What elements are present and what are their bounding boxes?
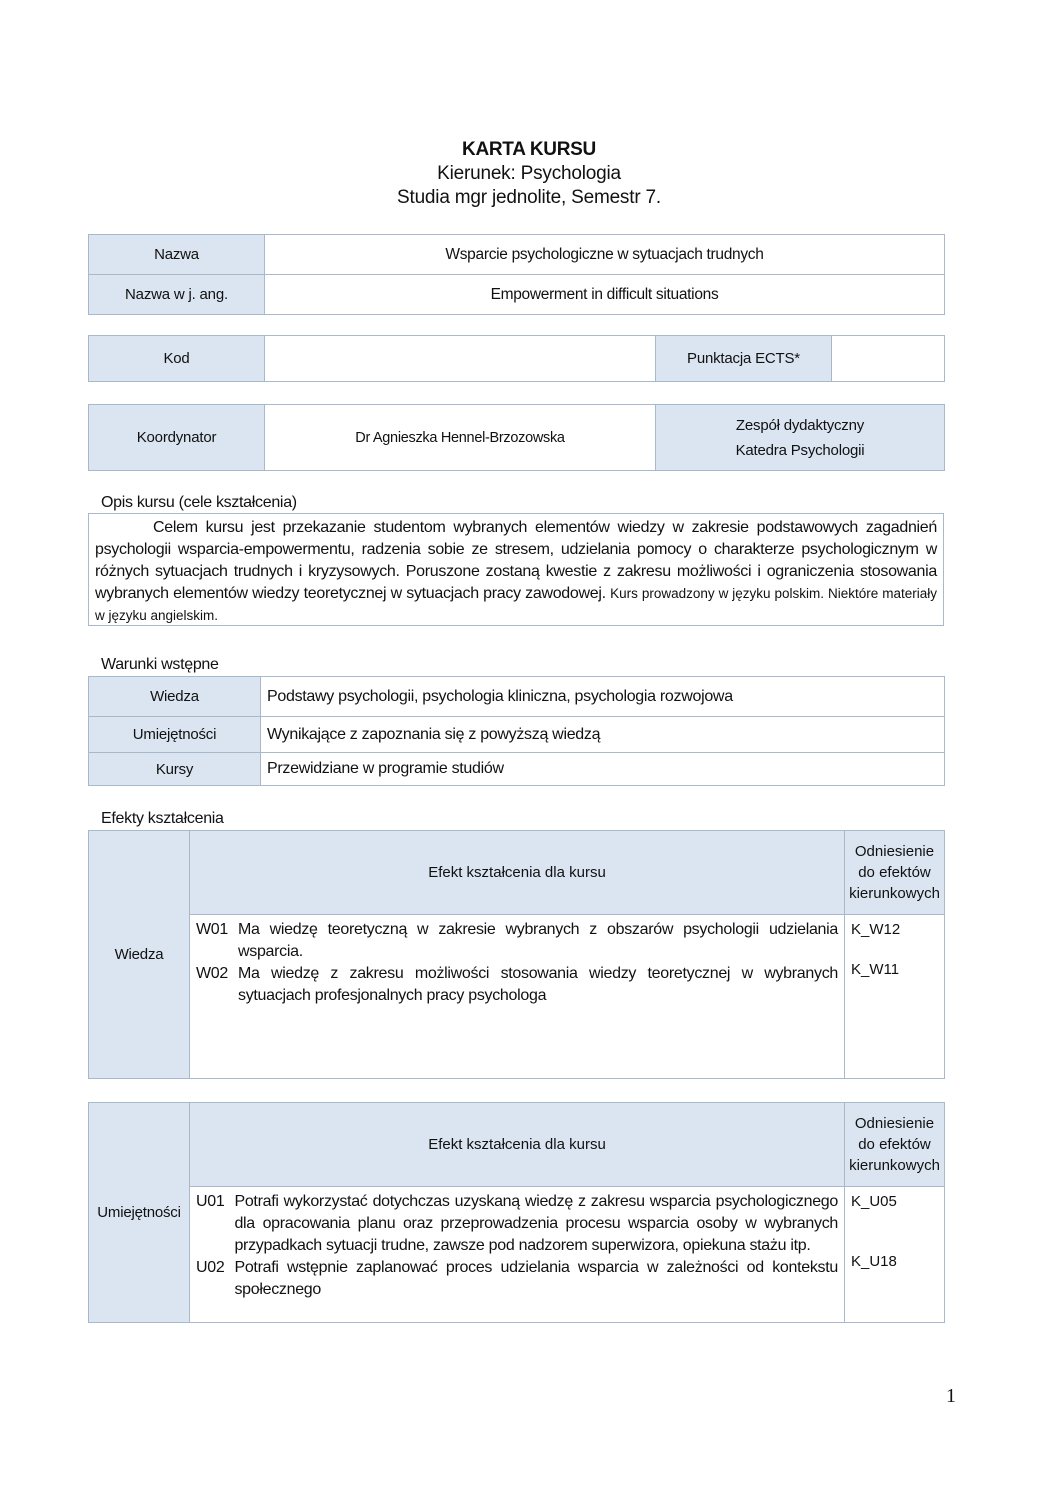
document-title-block (0, 138, 1058, 210)
description-note: Kurs prowadzony w języku polskim. Niektóre materiały w języku angielskim. (95, 586, 937, 623)
course-name-table (88, 234, 945, 315)
outcome-ref: K_U18 (851, 1253, 897, 1270)
code-label: Kod (89, 336, 265, 382)
description-box (88, 513, 944, 626)
teaching-team-label: Zespół dydaktyczny (735, 416, 865, 434)
prereq-value-courses: Przewidziane w programie studiów (261, 753, 945, 786)
outcome-code: W02 (196, 965, 228, 982)
name-label: Nazwa (89, 235, 265, 275)
prerequisites-table (88, 676, 945, 786)
description-text: Celem kursu jest przekazanie studentom wybranych elementów wiedzy w zakresie podstawowych zagadnień psychologii wsparcia-empowermentu, radzenia sobie ze stresem, udzielania pomocy o charakterze psychologicznym w różnych sytuacjach trudnych i kryzysowych. Poruszone zostaną kwestie z zakresu możliwości i ograniczenia stosowania wybranych elementów wiedzy teoretycznej w sytuacjach pracy zawodowej. (95, 519, 937, 602)
outcome-code: W01 (196, 921, 228, 938)
study-level: Studia mgr jednolite, Semestr 7. (397, 187, 661, 208)
outcome-ref: K_W11 (851, 961, 900, 978)
teaching-team-cell (656, 405, 945, 471)
outcome-item (196, 1257, 838, 1301)
knowledge-outcomes-cell (190, 915, 845, 1079)
coordinator-value: Dr Agnieszka Hennel-Brzozowska (265, 405, 656, 471)
outcome-ref: K_W12 (851, 921, 901, 938)
prerequisites-heading: Warunki wstępne (101, 656, 219, 673)
document-title: KARTA KURSU (462, 139, 596, 160)
outcome-text: Potrafi wstępnie zaplanować proces udzielania wsparcia w zależności od kontekstu społecznego (234, 1259, 838, 1298)
prereq-label-knowledge: Wiedza (89, 677, 261, 717)
name-en-label: Nazwa w j. ang. (89, 275, 265, 315)
page-number: 1 (946, 1385, 956, 1407)
knowledge-category: Wiedza (89, 831, 190, 1079)
teaching-team-value: Katedra Psychologii (735, 441, 865, 459)
field-of-study: Kierunek: Psychologia (437, 163, 621, 184)
coordinator-table (88, 404, 945, 471)
outcomes-knowledge-table (88, 830, 945, 1079)
name-en-value: Empowerment in difficult situations (265, 275, 945, 315)
outcome-code: U01 (196, 1193, 225, 1210)
coordinator-label: Koordynator (89, 405, 265, 471)
outcome-item (196, 963, 838, 1007)
skills-category: Umiejętności (89, 1103, 190, 1323)
prereq-value-skills: Wynikające z zapoznania się z powyższą wiedzą (261, 717, 945, 753)
reference-header: Odniesienie do efektów kierunkowych (845, 1103, 945, 1187)
outcome-header: Efekt kształcenia dla kursu (190, 1103, 845, 1187)
outcome-ref: K_U05 (851, 1193, 897, 1210)
code-ects-table (88, 335, 945, 382)
outcome-item (196, 1191, 838, 1257)
outcome-text: Ma wiedzę teoretyczną w zakresie wybranych z obszarów psychologii udzielania wsparcia. (238, 921, 838, 960)
outcome-item (196, 919, 838, 963)
outcomes-heading: Efekty kształcenia (101, 810, 224, 827)
code-value (265, 336, 656, 382)
outcome-code: U02 (196, 1259, 225, 1276)
name-value: Wsparcie psychologiczne w sytuacjach trudnych (265, 235, 945, 275)
prereq-label-courses: Kursy (89, 753, 261, 786)
reference-header: Odniesienie do efektów kierunkowych (845, 831, 945, 915)
skills-refs-cell (845, 1187, 945, 1323)
skills-outcomes-cell (190, 1187, 845, 1323)
outcome-header: Efekt kształcenia dla kursu (190, 831, 845, 915)
knowledge-refs-cell (845, 915, 945, 1079)
prereq-label-skills: Umiejętności (89, 717, 261, 753)
outcomes-skills-table (88, 1102, 945, 1323)
outcome-text: Potrafi wykorzystać dotychczas uzyskaną wiedzę z zakresu wsparcia psychologicznego dla opracowania planu oraz przeprowadzenia procesu wsparcia osoby w wybranych przypadkach sytuacji trudne, zawsze pod nadzorem superwizora, opiekuna stażu itp. (234, 1193, 838, 1254)
description-heading: Opis kursu (cele kształcenia) (101, 494, 297, 511)
ects-value (832, 336, 945, 382)
prereq-value-knowledge: Podstawy psychologii, psychologia kliniczna, psychologia rozwojowa (261, 677, 945, 717)
ects-label: Punktacja ECTS* (656, 336, 832, 382)
outcome-text: Ma wiedzę z zakresu możliwości stosowania wiedzy teoretycznej w wybranych sytuacjach profesjonalnych pracy psychologa (238, 965, 838, 1004)
